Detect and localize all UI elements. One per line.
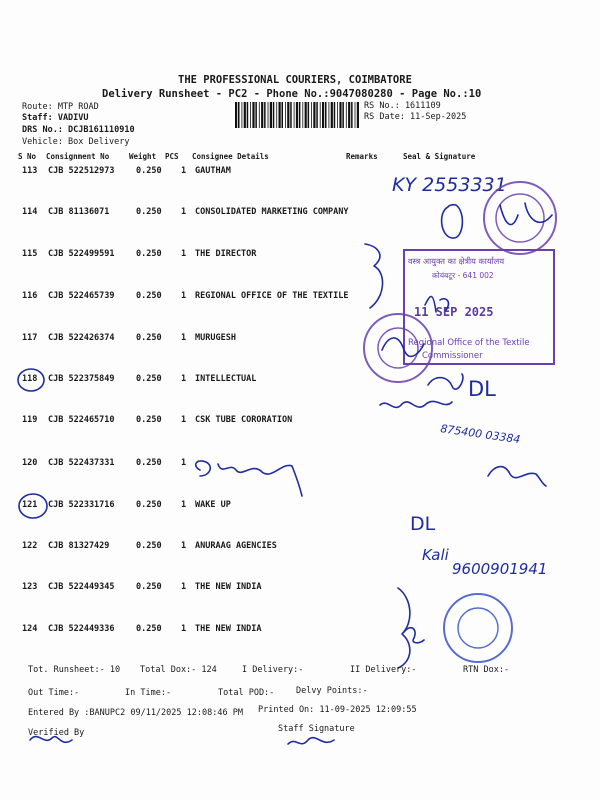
col-consignment: Consignment No bbox=[46, 152, 110, 161]
barcode-bar bbox=[282, 102, 284, 128]
row-weight: 0.250 bbox=[136, 582, 162, 592]
barcode-bar bbox=[313, 102, 315, 128]
barcode-bar bbox=[247, 102, 249, 128]
barcode-bar bbox=[311, 102, 312, 128]
row-sno: 122 bbox=[22, 541, 38, 551]
table-row bbox=[22, 374, 402, 386]
row-consignee: THE NEW INDIA bbox=[195, 582, 262, 592]
row-weight: 0.250 bbox=[136, 541, 162, 551]
handwriting-row119-number: 875400 03384 bbox=[439, 422, 522, 447]
barcode-bar bbox=[322, 102, 324, 128]
row-sno: 114 bbox=[22, 207, 38, 217]
row-sno: 116 bbox=[22, 291, 38, 301]
barcode-bar bbox=[357, 102, 359, 128]
barcode-bar bbox=[268, 102, 269, 128]
row-consignment-no: CJB 522426374 bbox=[48, 333, 115, 343]
handwriting-row123-phone: 9600901941 bbox=[452, 560, 548, 578]
yarn-seal bbox=[364, 314, 432, 382]
row-consignee: THE NEW INDIA bbox=[195, 624, 262, 634]
col-remarks: Remarks bbox=[346, 152, 378, 161]
handwriting-row122-dl: DL bbox=[410, 513, 436, 535]
row-weight: 0.250 bbox=[136, 374, 162, 384]
row-sno: 118 bbox=[22, 374, 38, 384]
row-sno: 121 bbox=[22, 500, 38, 510]
stamp-date-text: 11 SEP 2025 bbox=[414, 305, 494, 319]
table-row bbox=[22, 541, 402, 553]
row-weight: 0.250 bbox=[136, 207, 162, 217]
i-delivery: I Delivery:- bbox=[242, 665, 304, 675]
row-consignee: MURUGESH bbox=[195, 333, 236, 343]
row-weight: 0.250 bbox=[136, 624, 162, 634]
row-consignment-no: CJB 522512973 bbox=[48, 166, 115, 176]
row-sno: 123 bbox=[22, 582, 38, 592]
barcode-bar bbox=[235, 102, 237, 128]
col-pcs: PCS bbox=[165, 152, 179, 161]
row-pcs: 1 bbox=[181, 415, 187, 425]
table-row bbox=[22, 500, 402, 512]
barcode-bar bbox=[302, 102, 303, 128]
barcode-bar bbox=[346, 102, 347, 128]
rtn-dox: RTN Dox:- bbox=[463, 665, 510, 675]
entered-by: Entered By :BANUPC2 09/11/2025 12:08:46 PM bbox=[28, 708, 243, 718]
row-sno: 117 bbox=[22, 333, 38, 343]
row-consignee: REGIONAL OFFICE OF THE TEXTILE bbox=[195, 291, 349, 301]
signature-row120-right bbox=[488, 467, 546, 486]
table-row bbox=[22, 458, 402, 470]
row-weight: 0.250 bbox=[136, 333, 162, 343]
row-pcs: 1 bbox=[181, 374, 187, 384]
row-consignment-no: CJB 522449345 bbox=[48, 582, 115, 592]
barcode-bar bbox=[305, 102, 307, 128]
barcode-bar bbox=[331, 102, 333, 128]
row-pcs: 1 bbox=[181, 541, 187, 551]
table-row bbox=[22, 624, 402, 636]
total-dox: Total Dox:- 124 bbox=[140, 665, 217, 675]
handwriting-row119-dl: DL bbox=[468, 377, 496, 401]
signature-row116 bbox=[425, 296, 448, 312]
barcode-bar bbox=[339, 102, 341, 128]
row-consignment-no: CJB 522449336 bbox=[48, 624, 115, 634]
drs-label: DRS No.: DCJB161110910 bbox=[22, 125, 135, 135]
barcode-bar bbox=[270, 102, 272, 128]
row-consignment-no: CJB 522375849 bbox=[48, 374, 115, 384]
document-subtitle: Delivery Runsheet - PC2 - Phone No.:9047080280 - Page No.:10 bbox=[102, 88, 482, 100]
stamp-city-text: कोयंबटूर - 641 002 bbox=[432, 271, 494, 280]
barcode-bar bbox=[287, 102, 289, 128]
stamp-hindi-text: वस्त्र आयुक्त का क्षेत्रीय कार्यालय bbox=[408, 256, 505, 266]
row-sno: 113 bbox=[22, 166, 38, 176]
barcode-bar bbox=[252, 102, 254, 128]
company-seal bbox=[484, 182, 556, 254]
barcode-bar bbox=[250, 102, 251, 128]
signature-staff bbox=[288, 738, 334, 744]
row-sno: 115 bbox=[22, 249, 38, 259]
row-weight: 0.250 bbox=[136, 500, 162, 510]
barcode-bar bbox=[337, 102, 338, 128]
signature-row118 bbox=[428, 374, 463, 389]
row-sno: 119 bbox=[22, 415, 38, 425]
barcode-bar bbox=[285, 102, 286, 128]
verified-by: Verified By bbox=[28, 728, 85, 738]
row-weight: 0.250 bbox=[136, 291, 162, 301]
row-pcs: 1 bbox=[181, 624, 187, 634]
handwriting-row113: KY 2553331 bbox=[392, 174, 507, 196]
col-sno: S No bbox=[18, 152, 37, 161]
row-pcs: 1 bbox=[181, 500, 187, 510]
row-consignee: CONSOLIDATED MARKETING COMPANY bbox=[195, 207, 349, 217]
barcode-bar bbox=[351, 102, 353, 128]
row-consignee: WAKE UP bbox=[195, 500, 231, 510]
barcode-bar bbox=[290, 102, 292, 128]
row-pcs: 1 bbox=[181, 458, 187, 468]
table-row bbox=[22, 333, 402, 345]
col-consignee: Consignee Details bbox=[192, 152, 269, 161]
tot-runsheet: Tot. Runsheet:- 10 bbox=[28, 665, 121, 675]
barcode-bar bbox=[255, 102, 257, 128]
barcode-bar bbox=[238, 102, 240, 128]
handwriting-row123-name: Kali bbox=[422, 546, 449, 564]
row-weight: 0.250 bbox=[136, 166, 162, 176]
row-weight: 0.250 bbox=[136, 458, 162, 468]
barcode-bar bbox=[329, 102, 330, 128]
barcode-bar bbox=[264, 102, 266, 128]
document-title: THE PROFESSIONAL COURIERS, COIMBATORE bbox=[178, 74, 412, 86]
signature-row119 bbox=[380, 401, 452, 407]
barcode-bar bbox=[308, 102, 310, 128]
barcode-bar bbox=[296, 102, 298, 128]
row-sno: 120 bbox=[22, 458, 38, 468]
staff-label: Staff: VADIVU bbox=[22, 113, 89, 123]
row-consignment-no: CJB 522331716 bbox=[48, 500, 115, 510]
out-time: Out Time:- bbox=[28, 688, 80, 698]
barcode-bar bbox=[294, 102, 295, 128]
barcode bbox=[235, 102, 359, 128]
barcode-bar bbox=[242, 102, 243, 128]
row-sno: 124 bbox=[22, 624, 38, 634]
ii-delivery: II Delivery:- bbox=[350, 665, 417, 675]
table-row bbox=[22, 207, 402, 219]
printed-on: Printed On: 11-09-2025 12:09:55 bbox=[258, 705, 417, 715]
row-consignment-no: CJB 522465710 bbox=[48, 415, 115, 425]
row-pcs: 1 bbox=[181, 582, 187, 592]
rs-number: RS No.: 1611109 bbox=[364, 101, 441, 111]
row-consignment-no: CJB 81136071 bbox=[48, 207, 110, 217]
barcode-bar bbox=[244, 102, 246, 128]
row-pcs: 1 bbox=[181, 333, 187, 343]
barcode-bar bbox=[299, 102, 301, 128]
barcode-bar bbox=[259, 102, 260, 128]
table-row bbox=[22, 166, 402, 178]
row-pcs: 1 bbox=[181, 249, 187, 259]
staff-signature: Staff Signature bbox=[278, 724, 355, 734]
barcode-bar bbox=[334, 102, 336, 128]
row-weight: 0.250 bbox=[136, 249, 162, 259]
delvy-points: Delvy Points:- bbox=[296, 686, 368, 696]
row-consignee: GAUTHAM bbox=[195, 166, 231, 176]
row-pcs: 1 bbox=[181, 207, 187, 217]
row-pcs: 1 bbox=[181, 291, 187, 301]
barcode-bar bbox=[261, 102, 263, 128]
col-weight: Weight bbox=[129, 152, 157, 161]
row-consignee: INTELLECTUAL bbox=[195, 374, 257, 384]
row-consignee: CSK TUBE CORORATION bbox=[195, 415, 293, 425]
stamp-english-line2: Commissioner bbox=[422, 351, 483, 361]
stamp-english-line1: Regional Office of the Textile bbox=[408, 338, 530, 348]
total-pod: Total POD:- bbox=[218, 688, 275, 698]
rs-date: RS Date: 11-Sep-2025 bbox=[364, 112, 467, 122]
table-row bbox=[22, 415, 402, 427]
signature-row114 bbox=[500, 203, 552, 225]
col-seal-signature: Seal & Signature bbox=[403, 152, 476, 161]
barcode-bar bbox=[320, 102, 321, 128]
route-label: Route: MTP ROAD bbox=[22, 102, 99, 112]
barcode-bar bbox=[342, 102, 344, 128]
row-consignee: ANURAAG AGENCIES bbox=[195, 541, 277, 551]
row-consignment-no: CJB 522465739 bbox=[48, 291, 115, 301]
circle-mark-row114 bbox=[442, 205, 463, 238]
row-consignee: THE DIRECTOR bbox=[195, 249, 257, 259]
table-row bbox=[22, 582, 402, 594]
row-pcs: 1 bbox=[181, 166, 187, 176]
table-row bbox=[22, 291, 402, 303]
textile-office-stamp bbox=[404, 250, 554, 364]
signature-row124 bbox=[404, 628, 424, 643]
row-consignment-no: CJB 81327429 bbox=[48, 541, 110, 551]
barcode-bar bbox=[316, 102, 318, 128]
insurance-seal bbox=[444, 594, 512, 662]
vehicle-label: Vehicle: Box Delivery bbox=[22, 137, 130, 147]
row-consignment-no: CJB 522499591 bbox=[48, 249, 115, 259]
barcode-bar bbox=[279, 102, 281, 128]
barcode-bar bbox=[273, 102, 275, 128]
row-consignment-no: CJB 522437331 bbox=[48, 458, 115, 468]
in-time: In Time:- bbox=[125, 688, 172, 698]
table-row bbox=[22, 249, 402, 261]
barcode-bar bbox=[348, 102, 350, 128]
barcode-bar bbox=[355, 102, 356, 128]
row-weight: 0.250 bbox=[136, 415, 162, 425]
barcode-bar bbox=[276, 102, 277, 128]
barcode-bar bbox=[325, 102, 327, 128]
